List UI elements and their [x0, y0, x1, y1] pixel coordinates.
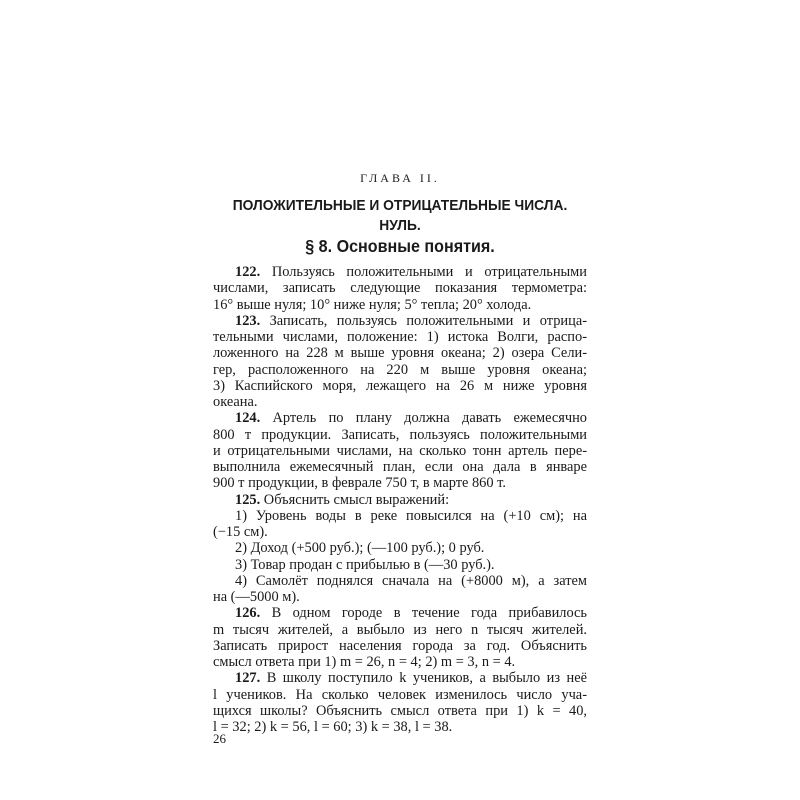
- text-line: [213, 508, 587, 524]
- line-text: ложенного на 228 м выше уровня океана; 2) озера Сели-: [213, 345, 587, 362]
- text-line: [213, 345, 587, 361]
- text-line: [213, 605, 587, 621]
- problem-block: [213, 540, 587, 556]
- line-text: l учеников. На сколько человек изменилось число уча-: [213, 686, 587, 703]
- text-line: [213, 280, 587, 296]
- chapter-title-line-2: НУЛЬ.: [379, 217, 421, 234]
- text-line: [213, 264, 587, 280]
- text-line: [213, 589, 587, 605]
- problem-block: [213, 313, 587, 411]
- text-line: [213, 297, 587, 313]
- problem-block: [213, 410, 587, 491]
- problem-number: 125.: [235, 491, 261, 508]
- line-text: В школу поступило k учеников, а выбыло из неё: [266, 670, 587, 687]
- problem-number: 126.: [235, 605, 261, 622]
- text-line: [213, 540, 587, 556]
- line-text: Артель по плану должна давать ежемесячно: [272, 410, 587, 427]
- text-line: [213, 378, 587, 394]
- line-text: числами, записать следующие показания термометра:: [213, 280, 587, 297]
- line-text: В одном городе в течение года прибавилось: [271, 605, 587, 622]
- problem-block: [213, 492, 587, 508]
- line-text: 16° выше нуля; 10° ниже нуля; 5° тепла; 20° холода.: [213, 296, 532, 313]
- problem-block: [213, 264, 587, 313]
- problem-block: [213, 573, 587, 606]
- text-line: [213, 573, 587, 589]
- problem-number: 122.: [235, 264, 261, 280]
- chapter-heading: ГЛАВА II.: [360, 171, 440, 185]
- problem-block: [213, 670, 587, 735]
- line-text: l = 32; 2) k = 56, l = 60; 3) k = 38, l = 38.: [213, 719, 453, 735]
- problems-text: [213, 264, 587, 735]
- problem-number: 124.: [235, 410, 261, 427]
- problem-block: [213, 605, 587, 670]
- text-line: [213, 622, 587, 638]
- line-text: Пользуясь положительными и отрицательными: [271, 264, 587, 280]
- line-text: 3) Товар продан с прибылью в (—30 руб.).: [235, 556, 495, 573]
- line-text: 3) Каспийского моря, лежащего на 26 м ниже уровня: [213, 377, 587, 394]
- line-text: 4) Самолёт поднялся сначала на (+8000 м), а затем: [235, 572, 587, 589]
- line-text: 800 т продукции. Записать, пользуясь положительными: [213, 426, 587, 443]
- text-line: [213, 654, 587, 670]
- section-heading: § 8. Основные понятия.: [305, 236, 495, 256]
- line-text: Записать прирост населения города за год. Объяснить: [213, 637, 587, 654]
- text-line: [213, 394, 587, 410]
- text-line: [213, 410, 587, 426]
- text-line: [213, 427, 587, 443]
- problem-number: 127.: [235, 670, 261, 687]
- text-line: [213, 638, 587, 654]
- problem-block: [213, 508, 587, 541]
- line-text: щихся школы? Объяснить смысл ответа при 1) k = 40,: [213, 702, 587, 719]
- text-line: [213, 459, 587, 475]
- line-text: Объяснить смысл выражений:: [263, 491, 450, 508]
- text-line: [213, 557, 587, 573]
- line-text: выполнила ежемесячный план, если она дала в январе: [213, 459, 587, 475]
- text-line: [213, 362, 587, 378]
- problem-block: [213, 557, 587, 573]
- chapter-title-line-1: ПОЛОЖИТЕЛЬНЫЕ И ОТРИЦАТЕЛЬНЫЕ ЧИСЛА.: [232, 197, 568, 214]
- text-line: [213, 524, 587, 540]
- line-text: m тысяч жителей, а выбыло из него n тысяч жителей.: [213, 621, 587, 638]
- text-line: [213, 492, 587, 508]
- line-text: 900 т продукции, в феврале 750 т, в марте 860 т.: [213, 475, 506, 492]
- text-line: [213, 703, 587, 719]
- line-text: смысл ответа при 1) m = 26, n = 4; 2) m = 3, n = 4.: [213, 654, 516, 670]
- text-line: [213, 687, 587, 703]
- text-line: [213, 313, 587, 329]
- problem-number: 123.: [235, 312, 261, 329]
- text-line: [213, 443, 587, 459]
- line-text: океана.: [213, 394, 258, 410]
- text-line: [213, 475, 587, 491]
- text-line: [213, 670, 587, 686]
- line-text: на (—5000 м).: [213, 589, 300, 605]
- text-line: [213, 719, 587, 735]
- line-text: тельными числами, положение: 1) истока Волги, распо-: [213, 329, 587, 345]
- line-text: гер, расположенного на 220 м выше уровня океана;: [213, 361, 587, 378]
- line-text: (−15 см).: [213, 524, 268, 540]
- line-text: Записать, пользуясь положительными и отрица-: [269, 312, 587, 329]
- page-number: 26: [213, 731, 226, 746]
- text-line: [213, 329, 587, 345]
- line-text: 2) Доход (+500 руб.); (—100 руб.); 0 руб.: [235, 540, 485, 557]
- line-text: 1) Уровень воды в реке повысился на (+10 см); на: [235, 507, 587, 524]
- line-text: и отрицательными числами, на сколько тонн артель пере-: [213, 442, 587, 459]
